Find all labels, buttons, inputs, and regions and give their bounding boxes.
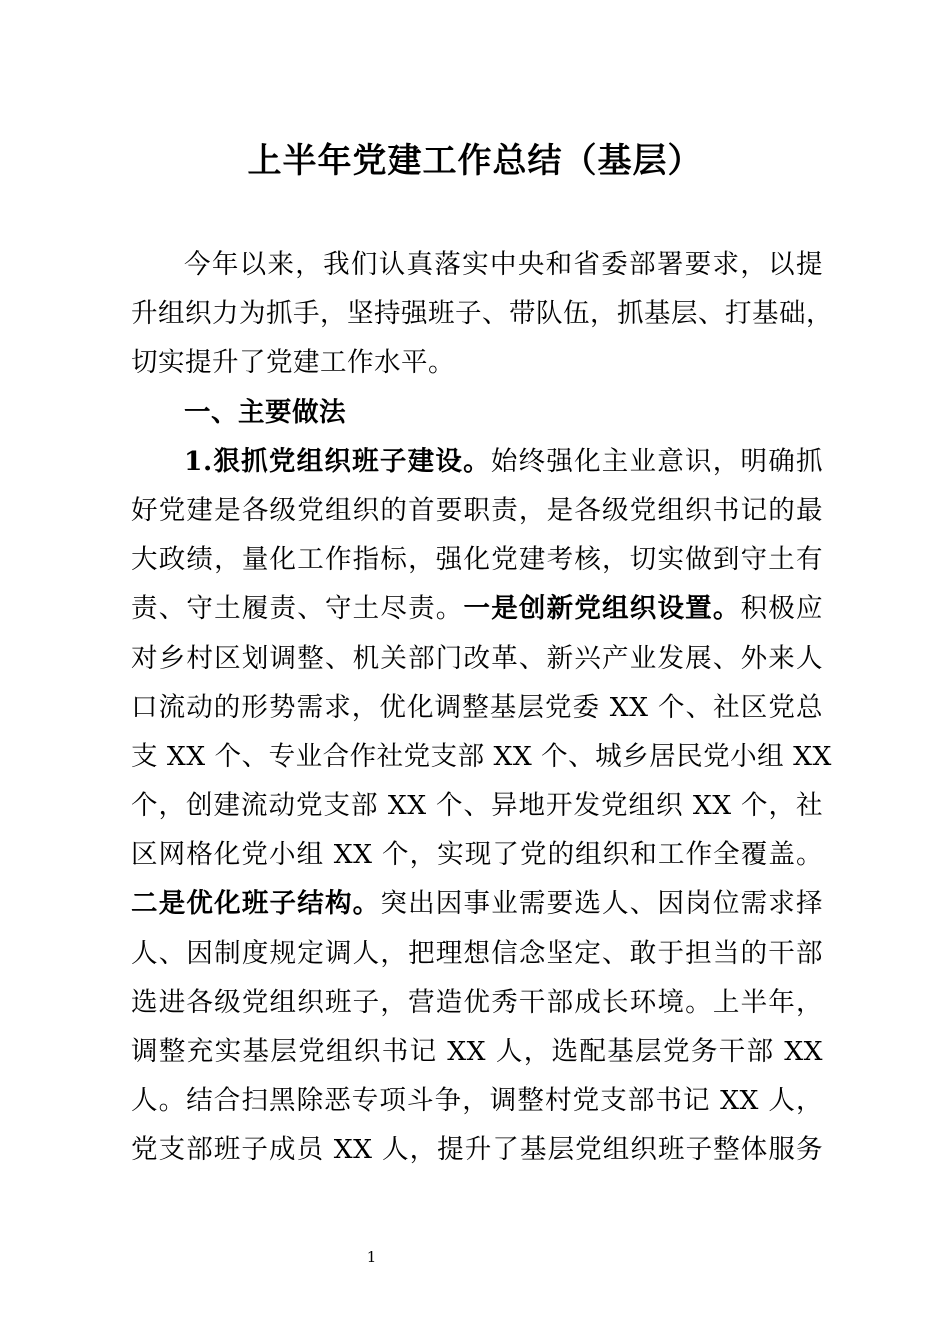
text-run: 大政绩，量化工作指标，强化党建考核，切实做到守土有 bbox=[131, 544, 823, 576]
text-line bbox=[131, 683, 823, 732]
text-run: 切实提升了党建工作水平。 bbox=[131, 347, 455, 379]
text-line bbox=[131, 830, 823, 879]
text-run: 人、因制度规定调人，把理想信念坚定、敢于担当的干部 bbox=[131, 937, 823, 969]
text-line bbox=[131, 929, 823, 978]
text-line bbox=[131, 486, 823, 535]
text-run: 始终强化主业意识，明确抓 bbox=[490, 445, 824, 477]
text-run: 党支部班子成员 XX 人，提升了基层党组织班子整体服务 bbox=[131, 1134, 823, 1166]
text-run: 口流动的形势需求，优化调整基层党委 XX 个、社区党总 bbox=[131, 691, 823, 723]
text-line bbox=[131, 781, 823, 830]
text-run: 突出因事业需要选人、因岗位需求择 bbox=[380, 888, 823, 920]
text-run: 责、守土履责、守土尽责。 bbox=[131, 593, 464, 625]
text-run: 对乡村区划调整、机关部门改革、新兴产业发展、外来人 bbox=[131, 642, 823, 674]
bold-text-run: 一是创新党组织设置。 bbox=[463, 593, 741, 625]
bold-text-run: 二是优化班子结构。 bbox=[131, 888, 381, 920]
text-line bbox=[131, 240, 823, 289]
text-line bbox=[131, 634, 823, 683]
text-line bbox=[131, 879, 823, 928]
text-run: 升组织力为抓手，坚持强班子、带队伍，抓基层、打基础， bbox=[131, 298, 833, 330]
text-line bbox=[131, 1027, 823, 1076]
text-line bbox=[131, 338, 823, 387]
text-line bbox=[131, 732, 832, 781]
text-run: 积极应 bbox=[740, 593, 824, 625]
document-title: 上半年党建工作总结（基层） bbox=[247, 141, 703, 181]
text-line bbox=[131, 1076, 823, 1125]
text-line bbox=[131, 437, 823, 486]
text-run: 好党建是各级党组织的首要职责，是各级党组织书记的最 bbox=[131, 494, 823, 526]
text-run: 选进各级党组织班子，营造优秀干部成长环境。上半年， bbox=[131, 986, 823, 1018]
text-run: 调整充实基层党组织书记 XX 人，选配基层党务干部 XX bbox=[131, 1036, 823, 1067]
text-line bbox=[131, 978, 823, 1027]
text-line bbox=[131, 289, 833, 338]
page-number: 1 bbox=[366, 1248, 377, 1266]
text-run: 区网格化党小组 XX 个，实现了党的组织和工作全覆盖。 bbox=[131, 839, 823, 871]
bold-text-run: 一、主要做法 bbox=[184, 396, 346, 428]
text-line bbox=[131, 1125, 823, 1174]
text-run: 今年以来，我们认真落实中央和省委部署要求，以提 bbox=[184, 249, 823, 280]
document-body bbox=[131, 240, 833, 1175]
text-line bbox=[131, 388, 823, 437]
text-run: 人。结合扫黑除恶专项斗争，调整村党支部书记 XX 人， bbox=[131, 1085, 823, 1117]
text-run: 支 XX 个、专业合作社党支部 XX 个、城乡居民党小组 XX bbox=[131, 740, 832, 772]
text-line bbox=[131, 584, 823, 633]
bold-text-run: 1.狠抓党组织班子建设。 bbox=[184, 445, 491, 477]
text-line bbox=[131, 535, 823, 584]
text-run: 个，创建流动党支部 XX 个、异地开发党组织 XX 个，社 bbox=[131, 790, 823, 822]
